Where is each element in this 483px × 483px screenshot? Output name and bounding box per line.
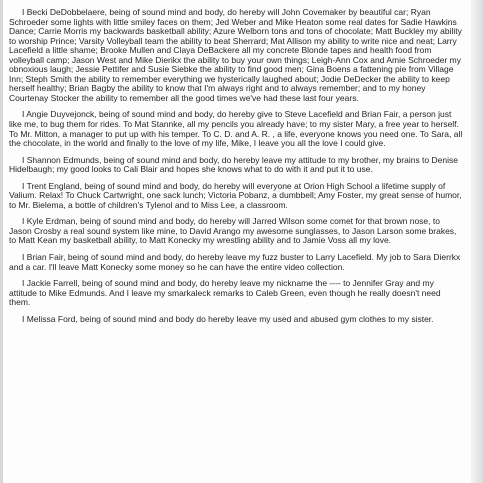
will-paragraph-angie-duyvejonck: I Angie Duyvejonck, being of sound mind and body, do hereby give to Steve Lacefield and Brian Fair, a person just like me, to bug them for rides. To Mat Stannke, all my pencils you already have; to my sister Mary, a free year to herself. To Mr. Mitton, a manager to put up with his temper. To C. D. and A. R. , a life, everyone knows you need one. To Sara, all the chocolate, in the world and finally to the love of my life, Mike, I leave you all the love I could give.	[9, 109, 463, 149]
will-paragraph-kyle-erdman: I Kyle Erdman, being of sound mind and body, do hereby will Jarred Wilson some comet for that brown nose, to Jason Crosby a real sound system like mine, to David Arango my awesome sunglasses, to Jason Larson some brakes, to Matt Kean my basketball ability, to Matt Konecky my wrestling ability and to Jamie Voss all my love.	[9, 216, 457, 246]
will-paragraph-shannon-edmunds: I Shannon Edmunds, being of sound mind and body, do hereby leave my attitude to my brother, my brains to Denise Hidelbaugh; my good looks to Cali Blair and hopes she knows what to do with it and put it to use.	[9, 154, 458, 175]
page-left-edge	[0, 0, 3, 483]
will-paragraph-melissa-ford: I Melissa Ford, being of sound mind and body do hereby leave my used and abused gym clothes to my sister.	[22, 313, 434, 324]
will-paragraph-brian-fair: I Brian Fair, being of sound mind and body, do hereby leave my fuzz buster to Larry Lacefield. My job to Sara Dierrkx and a car. I'll leave Matt Konecky some money so he can have the entire video collection.	[9, 252, 461, 272]
will-paragraph-trent-england: I Trent England, being of sound mind and body, do hereby will everyone at Orion High School a lifetime supply of Valium. Relax! To Chuck Cartwright, one sack lunch; Victoria Pobanz, a dumbbell; Amy Foster, my great sense of humor, to Mr. Bielema, a bottle of children's Tylenol and to Miss Lee, a classroom.	[9, 180, 462, 210]
will-paragraph-becki-dedobbelaere: I Becki DeDobbelaere, being of sound mind and body, do hereby will John Covemaker by beautiful car; Ryan Schroeder some lights with little smiley faces on them; Jed Weber and Mike Heaton some real dates for Sadie Hawkins Dance; Carrie Morris my backwards basketball ability; Azure Welborn tons and tons of chocolate; Matt Buckley my ability to worship Prince; Varsity Volleyball team the ability to beat Sherrard; Mat Allison my ability to write nice and neat; Larry Lacefield a little shame; Brooke Mullen and Claya DeBackere all my concrete Blonde tapes and health food from volleyball camp; Jason West and Mike Dierikx the ability to buy your own things; Leigh-Ann Cox and Amie Schroeder my obnoxious laugh; Jessie Pettifer and Susie Siebke the ability to find good men; Gina Boens a fattening pie from Village Inn; Steph Smith the ability to remember everything we hysterically laughed about; Jodie DeDecker the ability to keep herself healthy; Brian Bagby the ability to know that I'm always right and to always remember; and to my honey Courtenay Stocker the ability to remember all the good times we've had these last four years.	[9, 7, 462, 103]
wills-text-body	[9, 8, 464, 331]
will-paragraph-jackie-farrell: I Jackie Farrell, being of sound mind and body, do hereby leave my nickname the ---- to Jennifer Gray and my attitude to Mike Edmunds. And I leave my smarkaleck remarks to Caleb Green, even though he really doesn't need them.	[9, 278, 441, 308]
page-right-edge-shadow	[471, 0, 483, 483]
